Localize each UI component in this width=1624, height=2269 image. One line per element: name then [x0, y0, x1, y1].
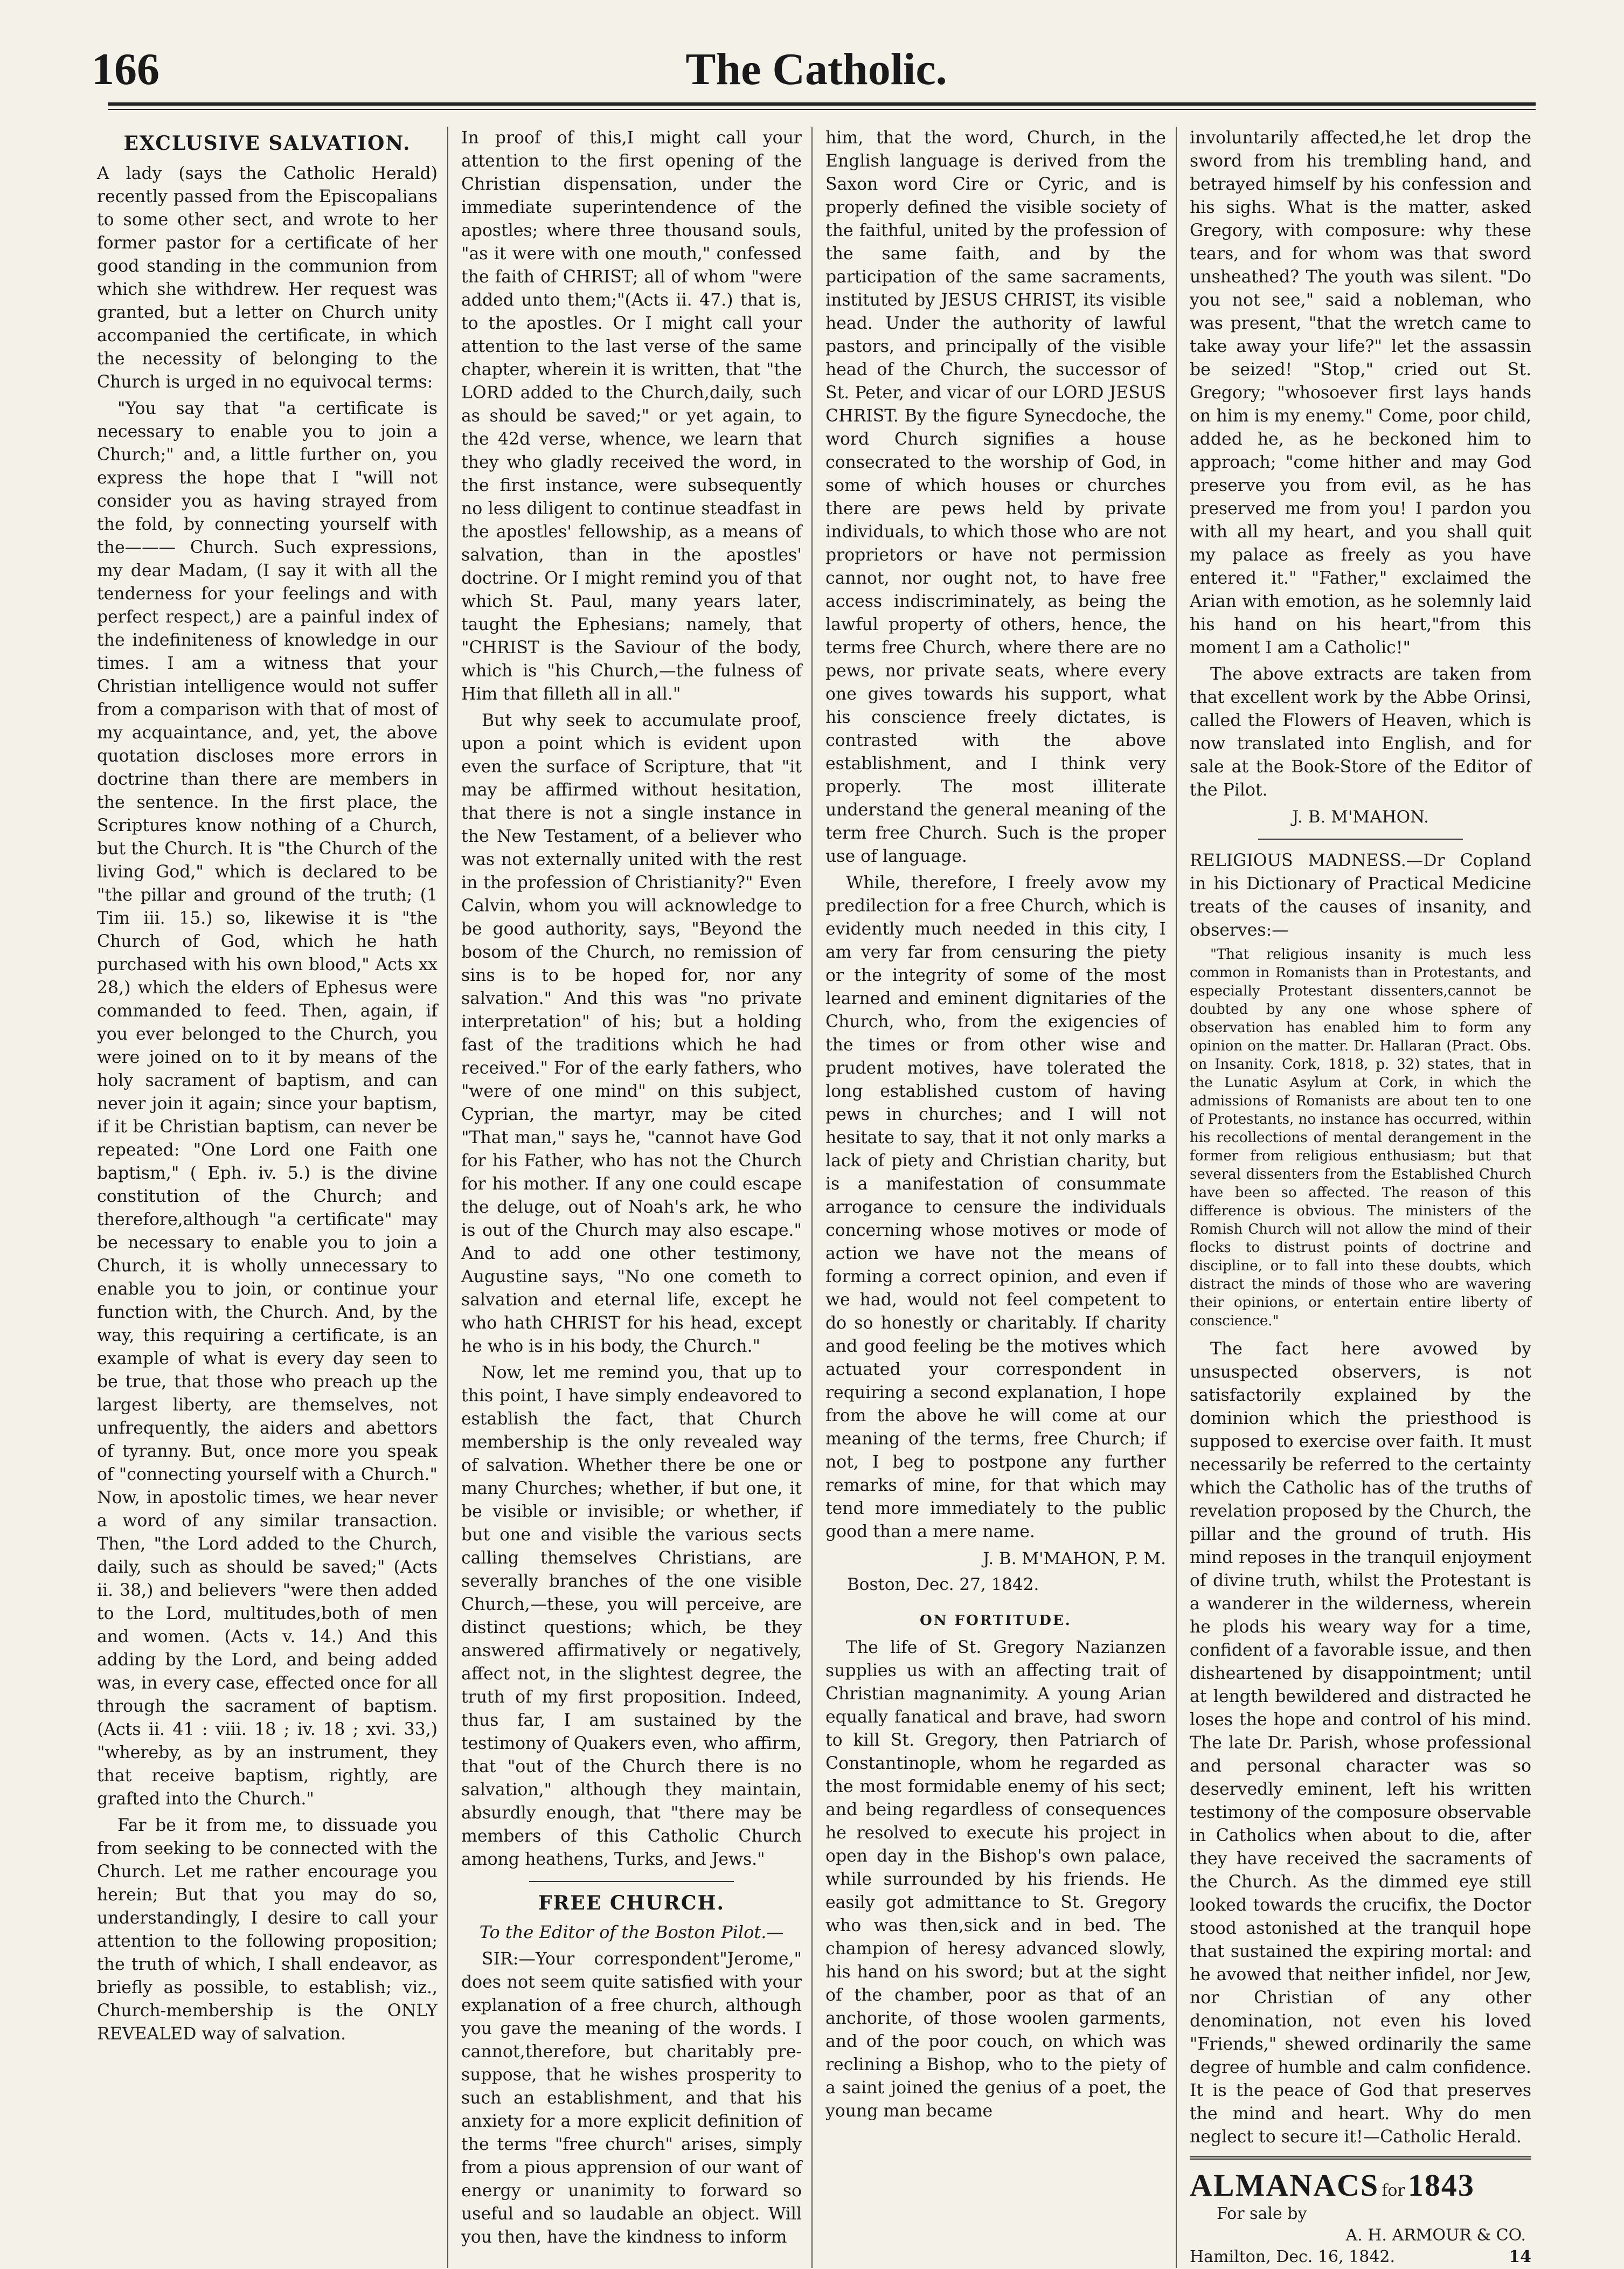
header-rule	[108, 102, 1536, 106]
paragraph: Now, let me remind you, that up to this point, I have simply endeavored to establish the fact, that Church membership is the only revealed way of salvation. Whether there be one or many Churches; whether, if but one, it be visible or invisible; or whether, if but one and visible the various sects calling themselves Christians, are severally branches of the one visible Church,—these, you will perceive, are distinct questions; which, be they answered affirmatively or negatively, affect not, in the slightest degree, the truth of my first proposition. Indeed, thus far, I am sustained by the testimony of Quakers even, who affirm, that "out of the Church there is no salvation," although they maintain, absurdly enough, that "there may be members of this Catholic Church among heathens, Turks, and Jews."	[461, 1363, 802, 1869]
block-quote: "That religious insanity is much less common in Romanists than in Protestants, and especially Protestant dissenters,cannot be doubted by any one whose sphere of observation has enabled him to form any opinion on the matter. Dr. Hallaran (Pract. Obs. on Insanity. Cork, 1818, p. 32) states, that in the Lunatic Asylum at Cork, in which the admissions of Romanists are about ten to one of Protestants, no instance has occurred, within his recollections of mental derangement in the former from religious enthusiasm; but that several dissenters from the Established Church have been so affected. The reason of this difference is obvious. The ministers of the Romish Church will not allow the mind of their flocks to distrust points of doctrine and discipline, or to fall into these doubts, which distract the minds of those who are wavering their opinions, or entertain entire liberty of conscience."	[1190, 946, 1531, 1329]
article-heading-on-fortitude: ON FORTITUDE.	[920, 1613, 1072, 1629]
page-header	[92, 32, 1541, 113]
ad-number: 14	[1509, 2247, 1531, 2266]
paragraph: The fact here avowed by unsuspected observers, is not satisfactorily explained by the dominion which the priesthood is supposed to exercise over faith. It must necessarily be referred to the certainty which the Catholic has of the truths of revelation proposed by the Church, the pillar and the ground of truth. His mind reposes in the tranquil enjoyment of divine truth, whilst the Protestant is a wanderer in the wilderness, wherein he plods his weary way for a time, confident of a favorable issue, and then disheartened by disappointment; until at length bewildered and distracted he loses the hope and control of his mind. The late Dr. Parish, whose professional and personal character was so deservedly eminent, left his written testimony of the composure observable in Catholics when about to die, after they have received the sacraments of the Church. As the dimmed eye still looked towards the crucifix, the Doctor stood astonished at the tranquil hope that sustained the expiring mortal: and he avowed that neither infidel, nor Jew, nor Christian of any other denomination, not even his loved "Friends," shewed ordinarily the same degree of humble and calm confidence. It is the peace of God that preserves the mind and heart. Why do men neglect to secure it!—Catholic Herald.	[1190, 1339, 1531, 2147]
paragraph: him, that the word, Church, in the English language is derived from the Saxon word Cire or Cyric, and is properly defined the visible society of the faithful, united by the profession of the same faith, and by the participation of the same sacraments, instituted by JESUS CHRIST, its visible head. Under the authority of lawful pastors, and principally of the visible head of the Church, the successor of St. Peter, and vicar of our LORD JESUS CHRIST. By the figure Synecdoche, the word Church signifies a house consecrated to the worship of God, in some of which houses or churches there are pews held by private individuals, to which those who are not proprietors or have not permission cannot, nor ought not, to have free access indiscriminately, as being the lawful property of others, hence, the terms free Church, where there are no pews, nor private seats, where every one gives towards his support, what his conscience freely dictates, is contrasted with the above establishment, and I think very properly. The most illiterate understand the general meaning of the term free Church. Such is the proper use of language.	[825, 128, 1166, 866]
masthead-title: The Catholic.	[685, 44, 947, 94]
ad-title-word: ALMANACS	[1190, 2168, 1379, 2203]
section-divider	[529, 1881, 733, 1882]
paragraph-religious-madness	[1190, 849, 1531, 942]
column-4	[1190, 127, 1541, 2268]
column-2	[461, 127, 813, 2268]
ad-place-date-text: Hamilton, Dec. 16, 1842.	[1190, 2247, 1396, 2266]
ad-for-sale: For sale by	[1217, 2204, 1307, 2223]
section-divider	[1258, 839, 1463, 840]
religious-madness-intro: —Dr Copland in his Dictionary of Practical Medicine treats of the causes of insanity, and observes:—	[1190, 851, 1531, 940]
column-3	[825, 127, 1177, 2268]
religious-madness-title: RELIGIOUS MADNESS.	[1190, 851, 1406, 870]
signature: J. B. M'MAHON, P. M.	[983, 1549, 1166, 1568]
paragraph: In proof of this,I might call your attention to the first opening of the Christian dispensation, under the immediate superintendence of the apostles; where three thousand souls, "as it were with one mouth," confessed the faith of CHRIST; all of whom "were added unto them;"(Acts ii. 47.) that is, to the apostles. Or I might call your attention to the last verse of the same chapter, wherein it is written, that "the LORD added to the Church,daily, such as should be saved;" or yet again, to the 42d verse, whence, we learn that they who gladly received the word, in the first instance, were subsequently no less diligent to continue steadfast in the apostles' fellowship, as a means of salvation, than in the apostles' doctrine. Or I might remind you of that which St. Paul, many years later, taught the Ephesians; namely, that "CHRIST is the Saviour of the body, which is "his Church,—the fulness of Him that filleth all in all."	[461, 128, 802, 704]
article-columns	[97, 127, 1541, 2266]
page-number: 166	[92, 44, 159, 94]
ad-title-for: for	[1382, 2181, 1405, 2200]
header-rule-thin	[108, 109, 1536, 110]
dateline: Boston, Dec. 27, 1842.	[847, 1575, 1039, 1594]
paragraph: involuntarily affected,he let drop the sword from his trembling hand, and betrayed himself by his confession and his sighs. What is the matter, asked Gregory, with composure: why these tears, and for whom was that sword unsheathed? The youth was silent. "Do you not see," said a nobleman, who was present, "that the wretch came to take away your life?" let the assassin be seized! "Stop," cried out St. Gregory; "whosoever first lays hands on him is my enemy." Come, poor child, added he, as he beckoned him to approach; "come hither and may God preserve you from evil, as he has preserved me from you! I pardon you with all my heart, and you shall quit my palace as freely as you have entered it." "Father," exclaimed the Arian with emotion, as he solemnly laid his hand on his heart,"from this moment I am a Catholic!"	[1190, 128, 1531, 658]
article-heading-exclusive-salvation: EXCLUSIVE SALVATION.	[123, 132, 411, 155]
ad-place-date	[1190, 2246, 1531, 2268]
letter-salutation: To the Editor of the Boston Pilot.—	[479, 1922, 784, 1942]
signature: J. B. M'MAHON.	[1292, 807, 1429, 827]
paragraph: But why seek to accumulate proof, upon a point which is evident upon even the surface of Scripture, that "it may be affirmed without hesitation, that there is not a single instance in the New Testament, of a believer who was not externally united with the rest in the profession of Christianity?" Even Calvin, whom you will acknowledge to be good authority, says, "Beyond the bosom of the Church, no remission of sins is to be hoped for, nor any salvation." And this was "no private interpretation" of his; but a holding fast of the traditions which he had received." For of the early fathers, who "were of one mind" on this subject, Cyprian, the martyr, may be cited "That man," says he, "cannot have God for his Father, who has not the Church for his mother. If any one could escape the deluge, out of Noah's ark, he who is out of the Church may also escape." And to add one other testimony, Augustine says, "No one cometh to salvation and eternal life, except he who hath CHRIST for his head, except he who is in his body, the Church."	[461, 711, 802, 1356]
paragraph: "You say that "a certificate is necessary to enable you to join a Church;" and, a little further on, you express the hope that I "will not consider you as having strayed from the fold, by connecting yourself with the——— Church. Such expressions, my dear Madam, (I say it with all the tenderness for your feelings and with perfect respect,) are a painful index of the indefiniteness of knowledge in our times. I am a witness that your Christian intelligence would not suffer from a comparison with that of most of my acquaintance, and, yet, the above quotation discloses more errors in doctrine than there are members in the sentence. In the first place, the Scriptures know nothing of a Church, but the Church. It is "the Church of the living God," which is declared to be "the pillar and ground of the truth; (1 Tim iii. 15.) so, likewise it is "the Church of God, which he hath purchased with his own blood," Acts xx 28,) which the elders of Ephesus were commanded to feed. Then, again, if you ever belonged to the Church, you were joined on to it by means of the holy sacrament of baptism, and can never join it again; since your baptism, if it be Christian baptism, can never be repeated: "One Lord one Faith one baptism," ( Eph. iv. 5.) is the divine constitution of the Church; and therefore,although "a certificate" may be necessary to enable you to join a Church, it is wholly unnecessary to enable you to join, or continue your function with, the Church. And, by the way, this requiring a certificate, is an example of what is every day seen to be true, that those who preach up the largest liberty, are themselves, not unfrequently, the aiders and abettors of tyranny. But, once more you speak of "connecting yourself with a Church." Now, in apostolic times, we hear never a word of any similar transaction. Then, "the Lord added to the Church, daily, such as should be saved;" (Acts ii. 38,) and believers "were then added to the Lord, multitudes,both of men and women. (Acts v. 14.) And this adding by the Lord, and being added was, in every case, effected once for all through the sacrament of baptism. (Acts ii. 41 : viii. 18 ; iv. 18 ; xvi. 33,) "whereby, as by an instrument, they that receive baptism, rightly, are grafted into the Church."	[97, 399, 438, 1809]
ad-title	[1190, 2167, 1531, 2203]
paragraph: A lady (says the Catholic Herald) recently passed from the Episcopalians to some other sect, and wrote to her former pastor for a certificate of her good standing in the communion from which she withdrew. Her request was granted, but a letter on Church unity accompanied the certificate, in which the necessity of belonging to the Church is urged in no equivocal terms:	[97, 164, 438, 392]
article-heading-free-church: FREE CHURCH.	[538, 1892, 725, 1914]
paragraph: The above extracts are taken from that excellent work by the Abbe Orinsi, called the Flowers of Heaven, which is now translated into English, and for sale at the Book-Store of the Editor of the Pilot.	[1190, 665, 1531, 800]
advertisement-almanacs	[1190, 2156, 1531, 2268]
column-1	[97, 127, 448, 2268]
paragraph: SIR:—Your correspondent"Jerome," does not seem quite satisfied with your explanation of a free church, although you gave the meaning of the words. I cannot,therefore, but charitably pre-suppose, that he wishes prosperity to such an establishment, and that his anxiety for a more explicit definition of the terms "free church" arises, simply from a pious apprension of our want of energy or unanimity to forward so useful and so laudable an object. Will you then, have the kindness to inform	[461, 1949, 802, 2247]
ad-seller: A. H. ARMOUR & CO.	[1345, 2226, 1526, 2245]
paragraph: Far be it from me, to dissuade you from seeking to be connected with the Church. Let me rather encourage you herein; But that you may do so, understandingly, I desire to call your attention to the following proposition; the truth of which, I shall endeavor, as briefly as possible, to establish; viz., Church-membership is the ONLY REVEALED way of salvation.	[97, 1816, 438, 2044]
ad-title-year: 1843	[1407, 2168, 1475, 2203]
paragraph: The life of St. Gregory Nazianzen supplies us with an affecting trait of Christian magnanimity. A young Arian equally fanatical and brave, had sworn to kill St. Gregory, then Patriarch of Constantinople, whom he regarded as the most formidable enemy of his sect; and being regardless of consequences he resolved to execute his project in open day in the Bishop's own palace, while surrounded by his friends. He easily got admittance to St. Gregory who was then,sick and in bed. The champion of heresy advanced slowly, his hand on his sword; but at the sight of the chamber, poor as that of an anchorite, of those woolen garments, and of the poor couch, on which was reclining a Bishop, who to the piety of a saint joined the genius of a poet, the young man became	[825, 1638, 1166, 2121]
paragraph: While, therefore, I freely avow my predilection for a free Church, which is evidently much needed in this city, I am very far from censuring the piety or the integrity of some of the most learned and eminent dignitaries of the Church, who, from the exigencies of the times or from other wise and prudent motives, have tolerated the long established custom of having pews in churches; and I will not hesitate to say, that it not only marks a lack of piety and Christian charity, but is a manifestation of consummate arrogance to censure the individuals concerning whose motives or mode of action we have not the means of forming a correct opinion, and even if we had, would not feel competent to do so honestly or charitably. If charity and good feeling be the motives which actuated your correspondent in requiring a second explanation, I hope from the above he will come at our meaning of the terms, free Church; if not, I beg to postpone any further remarks of mine, for that which may tend more immediately to the public good than a mere name.	[825, 873, 1166, 1541]
